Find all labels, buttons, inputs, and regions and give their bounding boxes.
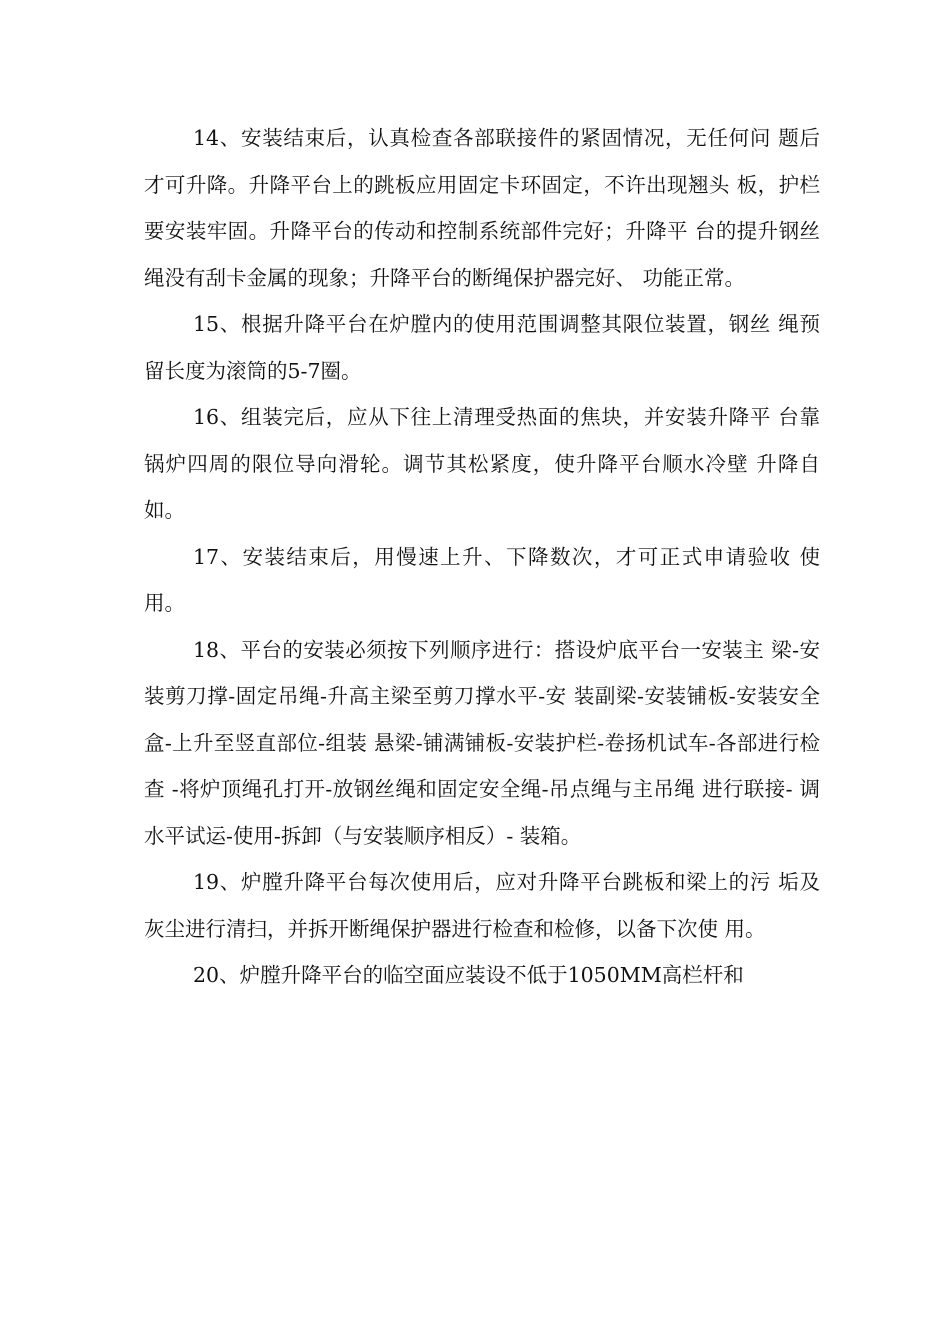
paragraph-20: 20、炉膛升降平台的临空面应装设不低于1050MM高栏杆和 xyxy=(193,963,744,987)
paragraph-18: 18、平台的安装必须按下列顺序进行：搭设炉底平台一安装主 梁-安装剪刀撑-固定吊绳-升高主梁至剪刀撑水平-安 装副梁-安装铺板-安装安全盒-上升至竖直部位-组装 悬梁-铺满铺板-安装护栏-卷扬机试车-各部进行检查 -将炉顶绳孔打开-放钢丝绳和固定安全绳-吊点绳与主吊绳 进行联接- 调水平试运-使用-拆卸（与安装顺序相反）- 装箱。 xyxy=(144,637,820,848)
paragraph-14: 14、安装结束后，认真检查各部联接件的紧固情况，无任何问 题后才可升降。升降平台上的跳板应用固定卡环固定，不许出现翘头 板，护栏要安装牢固。升降平台的传动和控制系统部件完好；升降平 台的提升钢丝绳没有刮卡金属的现象；升降平台的断绳保护器完好、 功能正常。 xyxy=(144,126,820,290)
paragraph-16: 16、组装完后，应从下往上清理受热面的焦块，并安装升降平 台靠锅炉四周的限位导向滑轮。调节其松紧度，使升降平台顺水冷壁 升降自如。 xyxy=(144,405,820,522)
paragraph-17: 17、安装结束后，用慢速上升、下降数次，才可正式申请验收 使用。 xyxy=(144,544,820,615)
paragraph-15: 15、根据升降平台在炉膛内的使用范围调整其限位装置，钢丝 绳预留长度为滚筒的5-7圈。 xyxy=(144,312,820,383)
document-body xyxy=(144,115,820,999)
paragraph-19: 19、炉膛升降平台每次使用后，应对升降平台跳板和梁上的污 垢及灰尘进行清扫，并拆开断绳保护器进行检查和检修，以备下次使 用。 xyxy=(144,870,820,941)
